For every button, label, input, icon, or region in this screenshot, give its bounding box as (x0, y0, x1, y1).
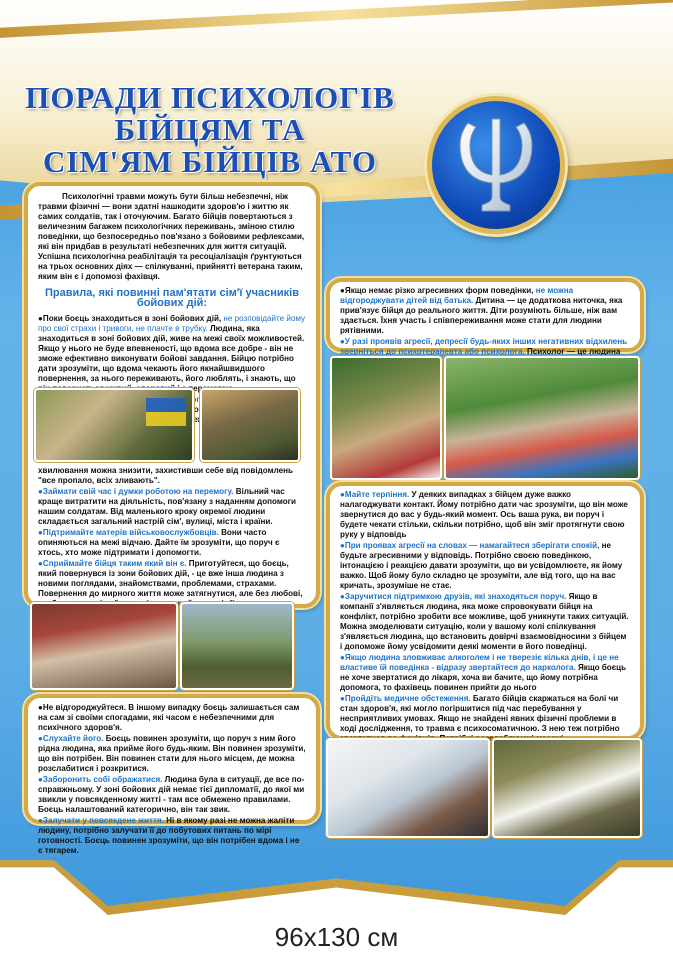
rule-paragraph: ●Не відгороджуйтеся. В іншому випадку боєць залишається сам на сам зі своїми спогадами, які часом є небезпечними для психічного здоров'я. (38, 703, 300, 732)
rule-highlight: ●При проявах агресії на словах — намагайтеся зберігати спокій, (340, 541, 600, 550)
rule-text: Людина, яка знаходиться в зоні бойових дій, живе на межі своїх можливостей. Якщо у нього не буде впевненості, що вдома все добре - він не зможе ефективно виконувати бойові завдання. Бійцю потрібно дати зрозуміти, що вдома чекають його якнайшвидшого повернення, за нього переживають, його люблять, і знають, що (38, 324, 305, 383)
psi-logo (427, 96, 565, 234)
rule-text: Якщо в компанії з'являється людина, яка може спровокувати бійця на конфлікт, потрібно зробити все можливе, щоб уникнути таких ситуацій. Можна змоделювати ситуацію, коли у вашому колі спілкування з'являється людина, що встановить довірчі взаємовідносини з бійцем і допоможе йому усвідомити деякі моменти в його поведінці. (340, 592, 629, 651)
rule-text: Вони часто опиняються на межі відчаю. Дайте їм зрозуміти, що поруч є хтось, хто може підтримати і допомогти. (38, 528, 280, 557)
photo-soldier-window (30, 602, 178, 690)
title-line-3: СІМ'ЯМ БІЙЦІВ АТО (42, 144, 378, 179)
rule-text: Ні в якому разі не можна жаліти людину, потрібно залучати її до побутових питань по мірі готовності. Боєць повинен зрозуміти, що він потрібен вдома і не є тягарем. (38, 816, 300, 855)
title-line-2: БІЙЦЯМ ТА (114, 112, 306, 147)
rules-heading: Правила, які повинні пам'ятати сім'ї учасників бойових дій: (45, 287, 299, 309)
photo-family-hug (34, 388, 194, 462)
rule-text: Багато бійців скаржаться на болі чи стан здоров'я, які могло погіршитися під час перебування у несприятливих умовах. Якщо не знайдені явних фізичні проблеми в ході дослідження, то травма є психосоматичною. З нею теж потрібно (340, 694, 620, 733)
rule-highlight: ●Слухайте його. (38, 734, 104, 743)
rule-highlight: ●Залучати у повсякдене життя. (38, 816, 164, 825)
photo-soldier-girl (330, 356, 442, 480)
rule-highlight: ●Якщо людина зловживає алкоголем і не тверезіє кілька днів, і це не властиве їй поведінка - відразу звертайтеся до нарколога. (340, 653, 619, 672)
rule-paragraph (340, 653, 630, 693)
rule-paragraph (340, 541, 630, 591)
rule-highlight: ●Заручитися підтримкою друзів, які знаходяться поруч. (340, 592, 567, 601)
photo-soldiers-field (180, 602, 294, 690)
flag-graphic (146, 398, 186, 426)
rule-highlight: ●Пройдіть медичне обстеження. (340, 694, 471, 703)
rule-text: Вільний час краще витратити на діяльність, пов'язану з наданням допомоги нашим солдатам. Від маленького кроку окремої людини складається загальний настрій сім', вулиці, міста і країни. (38, 487, 297, 526)
rule-paragraph (38, 528, 306, 558)
rule-highlight: не розповідайте йому про свої страхи і тривоги, не плачте в трубку. (38, 314, 306, 333)
rule-paragraph (38, 487, 306, 527)
rule-text: ●Якщо немає різко агресивних форм поведінки, (340, 286, 536, 295)
rule-paragraph (38, 775, 306, 815)
intro-text: Психологічні травми можуть бути більш небезпечні, ніж травми фізичні — вони здатні нашкодити здоров'ю і життю як самих солдатів, так і оточуючим. Багато бійців повертаються з величезним багажем психологічних переживань, зміною стилю поведінки, що безпосередньо пов'язано з бойовими рефлексами, які він придбав в результаті небезпечних для життя ситуацій. Успішна психологічна реабілітація та ресоціалізація ґрунтуються на трьох основних діях — спілкуванні, прийнятті ветерана таким, яким він є і допомозі фахівця. (38, 192, 305, 281)
rule-paragraph (340, 592, 630, 652)
rule-text: У деяких випадках з бійцем дуже важко налагоджувати контакт. Йому потрібно дати час зрозуміти, що він може звернутися до вас у будь-який момент. Ось ваша рука, ви поруч і будете чекати стільки, скільки потрібно, щоб він зміг протягнути свою руку у відповідь (340, 490, 628, 539)
rule-highlight: ●Майте терпіння. (340, 490, 410, 499)
photo-priest-soldiers (492, 738, 642, 838)
rule-text: Боєць повинен зрозуміти, що поруч з ним його рідна людина, яка прийме його будь-яким. Він повинен зрозуміти, що він потрібен. Він повинен стати для нього місцем, де можна розслабитися і розкритися. (38, 734, 306, 773)
rule-text: Психолог — це людина (526, 347, 621, 356)
rule-paragraph (38, 816, 306, 856)
left-panel-top (24, 182, 320, 608)
rule-text: Дитина — це додаткова ниточка, яка прив'язує бійця до реального життя. Діти розуміють більше, ніж вам здається. Їхня участь і співпереживання може стати для людини рятівними. (340, 296, 623, 335)
rule-highlight: ●Підтримайте матерів військовослужбовців. (38, 528, 219, 537)
rule-paragraph (38, 734, 306, 774)
psi-icon (446, 113, 546, 217)
rule-text: Якщо боєць не хоче звертатися до лікаря, хоча ви бачите, що йому потрібна допомога, то фахівець повинен прийти до нього (340, 663, 627, 692)
photo-soldier-child (200, 388, 300, 462)
rule-text: не будьте агресивними у відповідь. Потрібно своєю поведінкою, інтонацією і реакцією давати зрозуміти, що ви усвідомлюєте, як йому важко. Щоб йому було складно це зрозуміти, але від того, що на вас кричать, зрозуміше не стає. (340, 541, 623, 590)
rule-paragraph (340, 490, 630, 540)
page-title (10, 82, 410, 178)
rule-text: ●Поки боєць знаходиться в зоні бойових дій, (38, 314, 224, 323)
rule-text: Приготуйтеся, що боєць, який повернувся із зони бойових дій, - це вже інша людина з новими поглядами, знайомствами, проблемами, страхами. Повернення до мирного життя може затягнутися, але без любові, (38, 559, 303, 598)
rule-highlight: ●Заборонить собі ображатися. (38, 775, 163, 784)
right-panel-top (326, 278, 644, 356)
rule-highlight: ●Займати свій час і думки роботою на перемогу. (38, 487, 234, 496)
rule-paragraph: хвилювання можна знизити, захистивши себе від повідомлень "все пропало, всіх зливають". (38, 466, 294, 485)
size-caption: 96x130 см (274, 922, 399, 952)
rule-paragraph (38, 314, 306, 394)
rule-text: Людина була в ситуації, де все по-справжньому. У зоні бойових дій немає тієї дипломатії, до якої ми звикли у повсякденному житті - там все обмежено правилами. Боєць налаштований категорично, він так звик. (38, 775, 305, 814)
photo-doctor-consultation (326, 738, 490, 838)
rule-paragraph (340, 286, 630, 336)
rule-highlight: ●У разі проявів агресії, депресії будь-яких інших негативних відхилень зверніться до психотерапевта або психолога. (340, 337, 628, 356)
rule-highlight: не можна відгороджувати дітей від батька. (340, 286, 574, 305)
rule-highlight: ●Сприймайте бійця таким який він є. (38, 559, 187, 568)
right-panel-middle (326, 482, 644, 740)
left-panel-bottom (24, 694, 320, 855)
title-line-1: ПОРАДИ ПСИХОЛОГІВ (25, 80, 395, 115)
photo-family-group (444, 356, 640, 480)
